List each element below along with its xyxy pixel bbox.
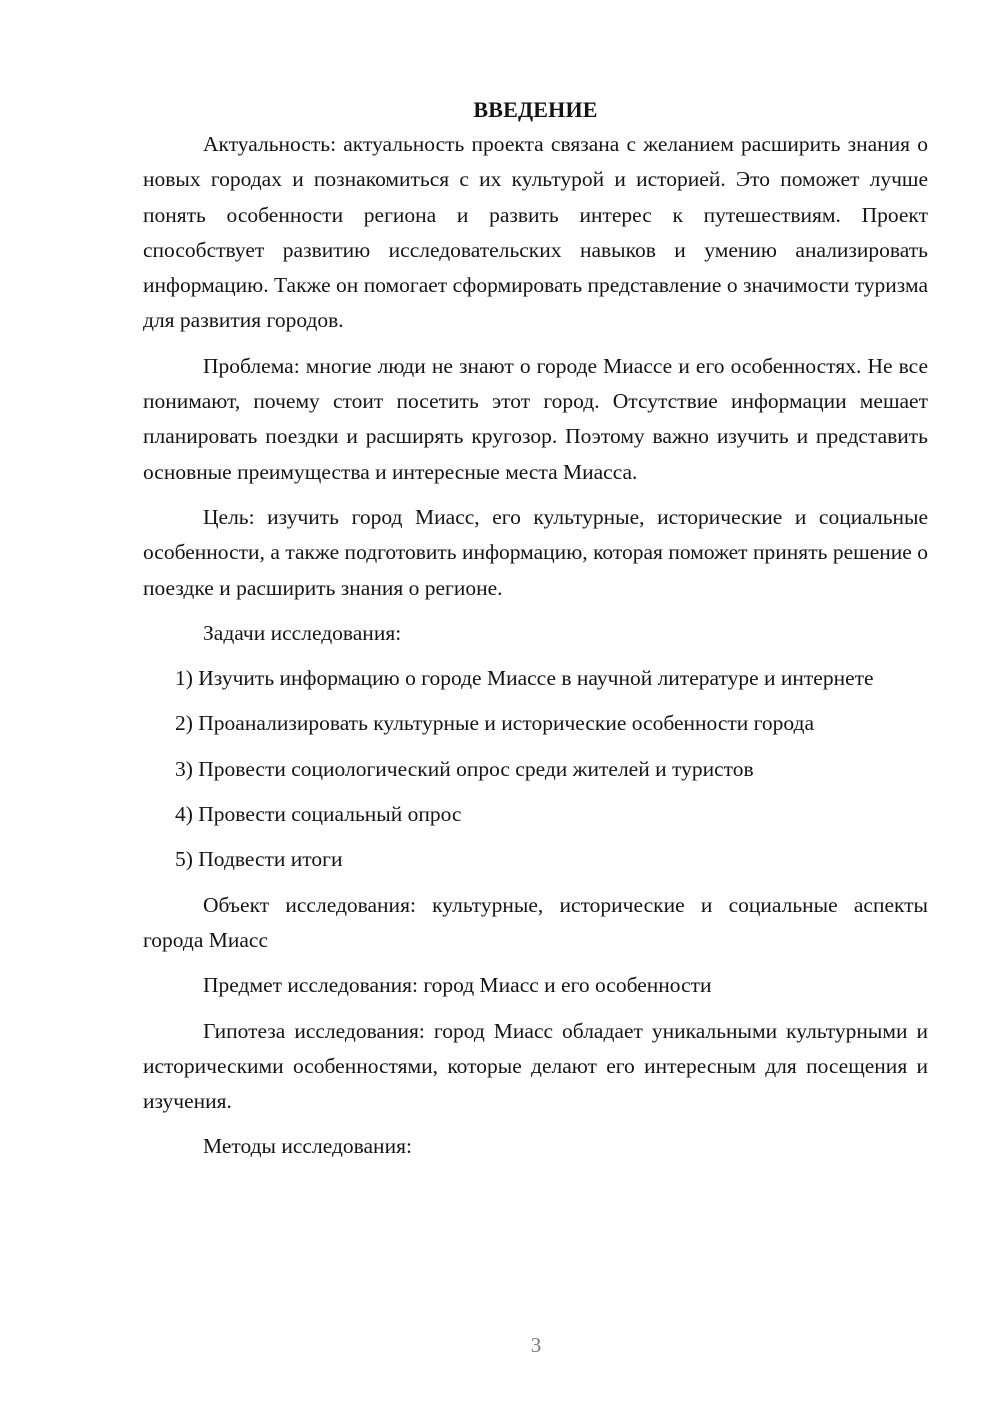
- goal-paragraph: Цель: изучить город Миасс, его культурные, исторические и социальные особенности, а также подготовить информацию, которая поможет принять решение о поездке и расширить знания о регионе.: [143, 504, 928, 600]
- task-item-5: 5) Подвести итоги: [175, 847, 343, 872]
- task-item-4: 4) Провести социальный опрос: [175, 802, 462, 827]
- methods-heading: Методы исследования:: [203, 1134, 412, 1159]
- subject-paragraph: Предмет исследования: город Миасс и его особенности: [203, 973, 712, 998]
- page-title: ВВЕДЕНИЕ: [473, 97, 598, 122]
- relevance-paragraph: Актуальность: актуальность проекта связана с желанием расширить знания о новых городах и познакомиться с их культурой и историей. Это поможет лучше понять особенности региона и развить интерес к путешествиям. Проект способствует развитию исследовательских навыков и умению анализировать информацию. Также он помогает сформировать представление о значимости туризма для развития городов.: [143, 132, 928, 333]
- tasks-heading: Задачи исследования:: [203, 620, 402, 645]
- object-paragraph: Объект исследования: культурные, исторические и социальные аспекты города Миасс: [143, 892, 928, 952]
- document-page: [143, 92, 928, 1175]
- task-item-1: 1) Изучить информацию о городе Миассе в научной литературе и интернете: [175, 666, 874, 691]
- task-item-3: 3) Провести социологический опрос среди жителей и туристов: [175, 756, 754, 781]
- hypothesis-paragraph: Гипотеза исследования: город Миасс обладает уникальными культурными и историческими особенностями, которые делают его интересным для посещения и изучения.: [143, 1018, 928, 1114]
- problem-paragraph: Проблема: многие люди не знают о городе Миассе и его особенностях. Не все понимают, почему стоит посетить этот город. Отсутствие информации мешает планировать поездки и расширять кругозор. Поэтому важно изучить и представить основные преимущества и интересные места Миасса.: [143, 353, 928, 484]
- page-number: 3: [530, 1333, 542, 1357]
- tasks-list: [143, 661, 928, 877]
- task-item-2: 2) Проанализировать культурные и исторические особенности города: [175, 711, 815, 736]
